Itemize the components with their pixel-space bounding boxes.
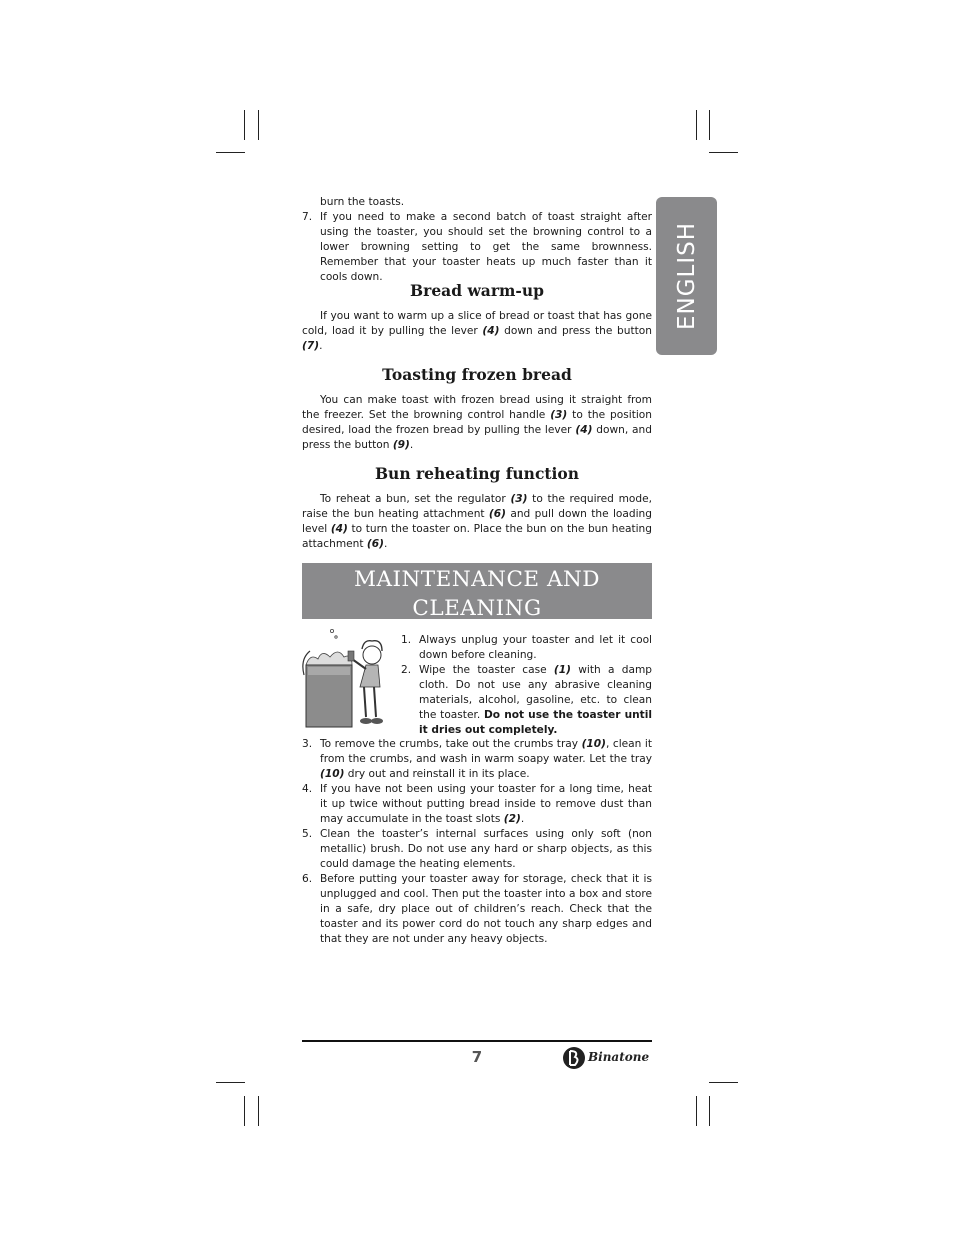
crop-mark [244,110,245,140]
crop-mark [258,1096,259,1126]
intro-section [302,195,652,285]
language-tab-label: ENGLISH [673,221,700,331]
item-number: 7. [302,211,313,223]
crop-mark [696,110,697,140]
brand-logo [562,1045,654,1071]
list-item: 1. Always unplug your toaster and let it cool down before cleaning. [401,634,652,661]
section-heading-frozen-bread: Toasting frozen bread [382,365,572,384]
intro-continuation: burn the toasts. [320,196,405,208]
maintenance-list-bottom [302,737,652,947]
footer-rule [302,1040,652,1042]
list-item [302,210,652,285]
frozen-bread-paragraph: You can make toast with frozen bread using it straight from the freezer. Set the browning control handle (3) to the position desired, load the frozen bread by pulling the lever (4) down, and press the button (9). [302,394,652,451]
maintenance-banner [302,563,652,619]
list-item: 4. If you have not been using your toaster for a long time, heat it up twice without putting bread inside to remove dust than may accumulate in the toast slots (2). [302,783,652,825]
banner-title-line1: MAINTENANCE AND [353,567,601,592]
maintenance-list-top [401,633,652,738]
list-item: 6. Before putting your toaster away for storage, check that it is unplugged and cool. Then put the toaster into a box and store in a safe, dry place out of children’s reach. Check that the toaster and its power cord do not touch any sharp edges and that they are not under any heavy objects. [302,873,652,945]
cleaning-illustration [300,625,392,731]
item-text: If you need to make a second batch of toast straight after using the toaster, you should set the browning control to a lower browning setting to get the same brownness. Remember that your toaster heats up much faster than it cools down. [320,211,652,283]
crop-mark [709,110,710,140]
section-heading-bread-warmup: Bread warm-up [410,281,544,300]
language-tab [656,197,717,355]
crop-mark [709,1096,710,1126]
crop-mark [244,1096,245,1126]
list-item: 5. Clean the toaster’s internal surfaces using only soft (non metallic) brush. Do not use any hard or sharp objects, as this could damage the heating elements. [302,828,652,870]
crop-mark [258,110,259,140]
binatone-logo-icon [562,1045,586,1071]
bun-reheating-paragraph: To reheat a bun, set the regulator (3) to the required mode, raise the bun heating attachment (6) and pull down the loading level (4) to turn the toaster on. Place the bun on the bun heating attachment (6). [302,493,652,550]
crop-mark [709,152,738,153]
bread-warmup-paragraph: If you want to warm up a slice of bread or toast that has gone cold, load it by pulling the lever (4) down and press the button (7). [302,310,652,352]
banner-title-line2: CLEANING [412,596,542,621]
brand-name: Binatone [588,1050,650,1064]
crop-mark [696,1096,697,1126]
list-item: 2. Wipe the toaster case (1) with a damp cloth. Do not use any abrasive cleaning materials, alcohol, gasoline, etc. to clean the toaster. Do not use the toaster until it dries out completely. [401,664,652,736]
crop-mark [216,152,245,153]
list-item: 3. To remove the crumbs, take out the crumbs tray (10), clean it from the crumbs, and wash in warm soapy water. Let the tray (10) dry out and reinstall it in its place. [302,738,652,780]
section-heading-bun-reheating: Bun reheating function [374,464,580,483]
crop-mark [709,1082,738,1083]
page-number: 7 [471,1048,483,1066]
crop-mark [216,1082,245,1083]
